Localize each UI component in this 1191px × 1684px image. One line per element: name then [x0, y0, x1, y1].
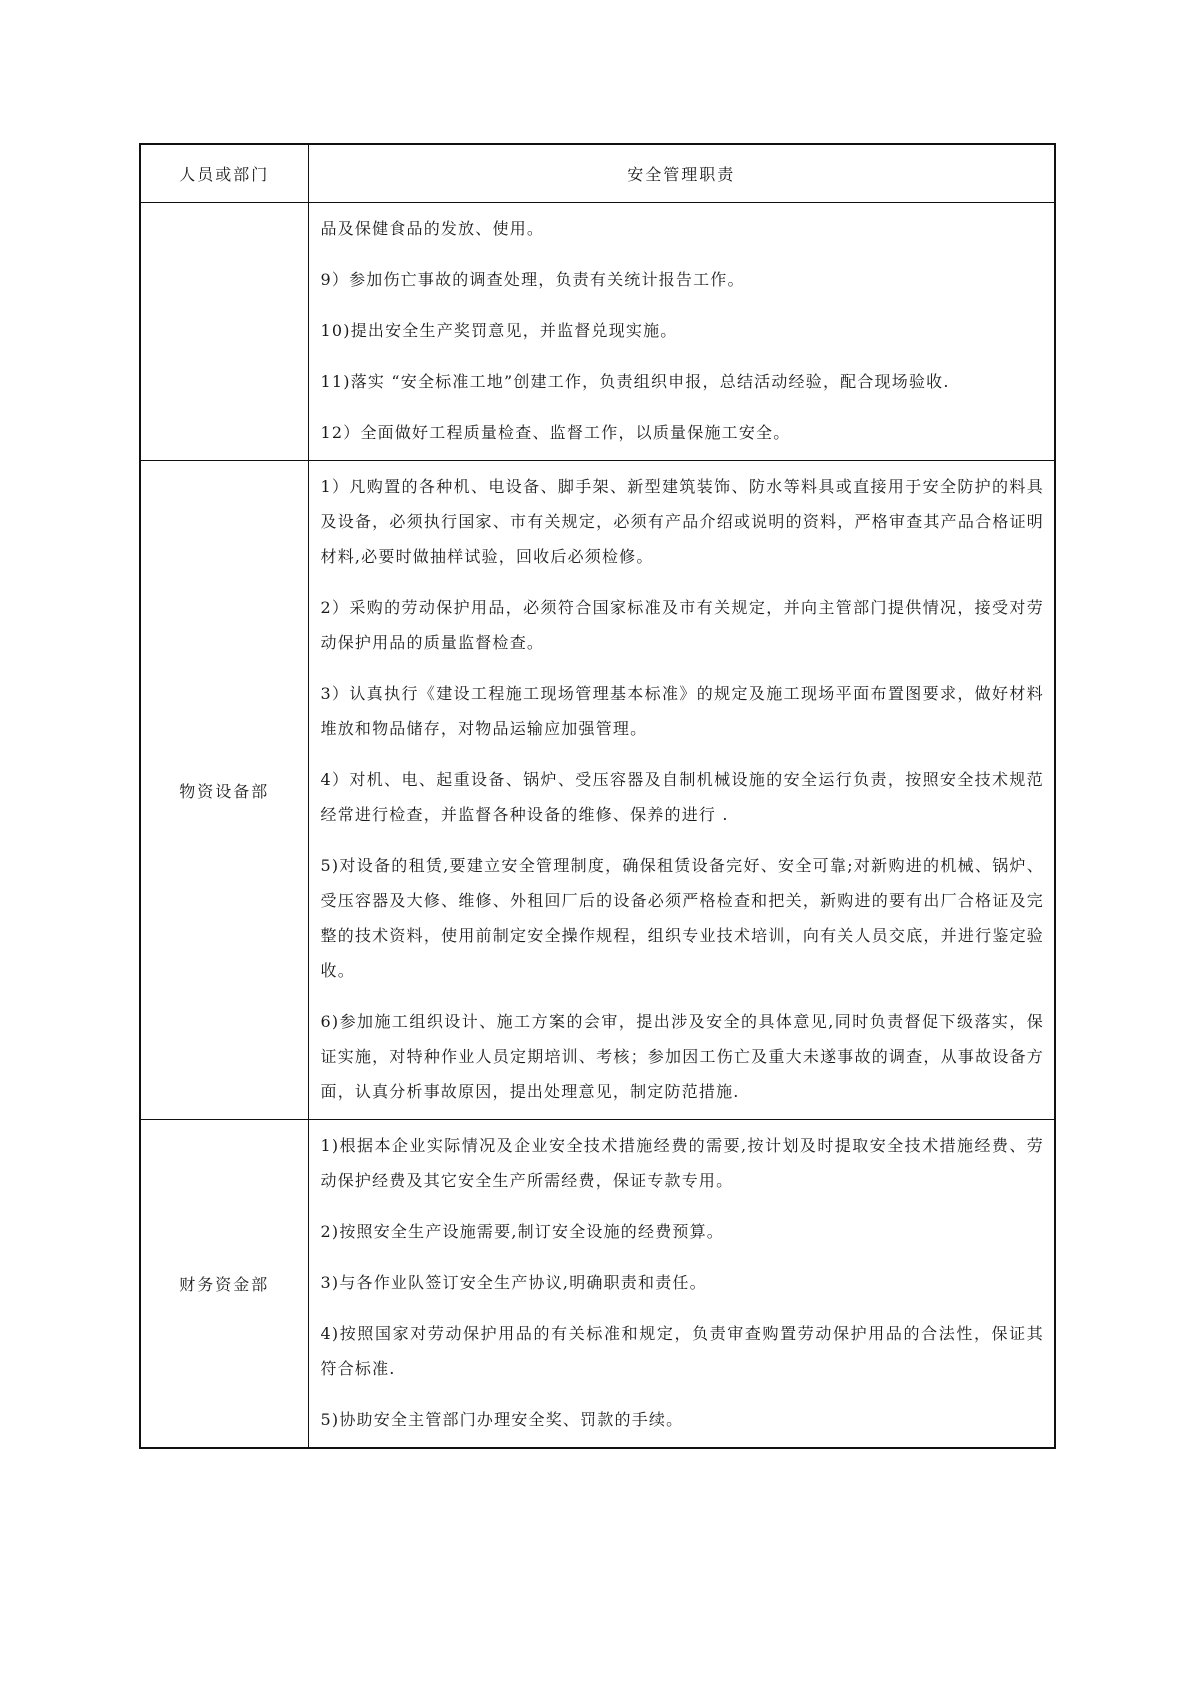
dept-cell	[140, 203, 308, 461]
table-row	[140, 461, 1055, 1120]
duty-item: 3)与各作业队签订安全生产协议,明确职责和责任。	[320, 1273, 707, 1292]
duty-cell	[308, 1120, 1055, 1449]
duty-item: 9）参加伤亡事故的调查处理，负责有关统计报告工作。	[320, 270, 745, 289]
header-duty: 安全管理职责	[308, 144, 1055, 203]
responsibility-table	[139, 143, 1056, 1449]
duty-item: 2)按照安全生产设施需要,制订安全设施的经费预算。	[320, 1222, 725, 1241]
duty-item: 品及保健食品的发放、使用。	[320, 219, 545, 238]
duty-item: 1)根据本企业实际情况及企业安全技术措施经费的需要,按计划及时提取安全技术措施经费、劳动保护经费及其它安全生产所需经费，保证专款专用。	[320, 1136, 1044, 1190]
duty-item: 12）全面做好工程质量检查、监督工作，以质量保施工安全。	[320, 423, 791, 442]
duty-item: 1）凡购置的各种机、电设备、脚手架、新型建筑装饰、防水等料具或直接用于安全防护的料具及设备，必须执行国家、市有关规定，必须有产品介绍或说明的资料，严格审查其产品合格证明材料,必要时做抽样试验，回收后必须检修。	[320, 477, 1044, 566]
duty-item: 5)对设备的租赁,要建立安全管理制度，确保租赁设备完好、安全可靠;对新购进的机械、锅炉、受压容器及大修、维修、外租回厂后的设备必须严格检查和把关，新购进的要有出厂合格证及完整的技术资料，使用前制定安全操作规程，组织专业技术培训，向有关人员交底，并进行鉴定验收。	[320, 856, 1044, 980]
dept-cell: 财务资金部	[140, 1120, 308, 1449]
duty-item: 6)参加施工组织设计、施工方案的会审，提出涉及安全的具体意见,同时负责督促下级落实，保证实施，对特种作业人员定期培训、考核；参加因工伤亡及重大未遂事故的调查，从事故设备方面，认真分析事故原因，提出处理意见，制定防范措施.	[320, 1012, 1044, 1101]
duty-item: 4）对机、电、起重设备、锅炉、受压容器及自制机械设施的安全运行负责，按照安全技术规范经常进行检查，并监督各种设备的维修、保养的进行 .	[320, 770, 1044, 824]
header-dept: 人员或部门	[140, 144, 308, 203]
dept-cell: 物资设备部	[140, 461, 308, 1120]
duty-item: 2）采购的劳动保护用品，必须符合国家标准及市有关规定，并向主管部门提供情况，接受对劳动保护用品的质量监督检查。	[320, 598, 1044, 652]
table-row	[140, 1120, 1055, 1449]
table-row	[140, 203, 1055, 461]
table-header-row	[140, 144, 1055, 203]
duty-item: 10)提出安全生产奖罚意见，并监督兑现实施。	[320, 321, 678, 340]
duty-cell	[308, 461, 1055, 1120]
duty-item: 4)按照国家对劳动保护用品的有关标准和规定，负责审查购置劳动保护用品的合法性，保证其符合标准.	[320, 1324, 1044, 1378]
duty-item: 3）认真执行《建设工程施工现场管理基本标准》的规定及施工现场平面布置图要求，做好材料堆放和物品储存，对物品运输应加强管理。	[320, 684, 1044, 738]
duty-cell	[308, 203, 1055, 461]
duty-item: 11)落实 “安全标准工地”创建工作，负责组织申报，总结活动经验，配合现场验收.	[320, 372, 950, 391]
duty-item: 5)协助安全主管部门办理安全奖、罚款的手续。	[320, 1410, 684, 1429]
